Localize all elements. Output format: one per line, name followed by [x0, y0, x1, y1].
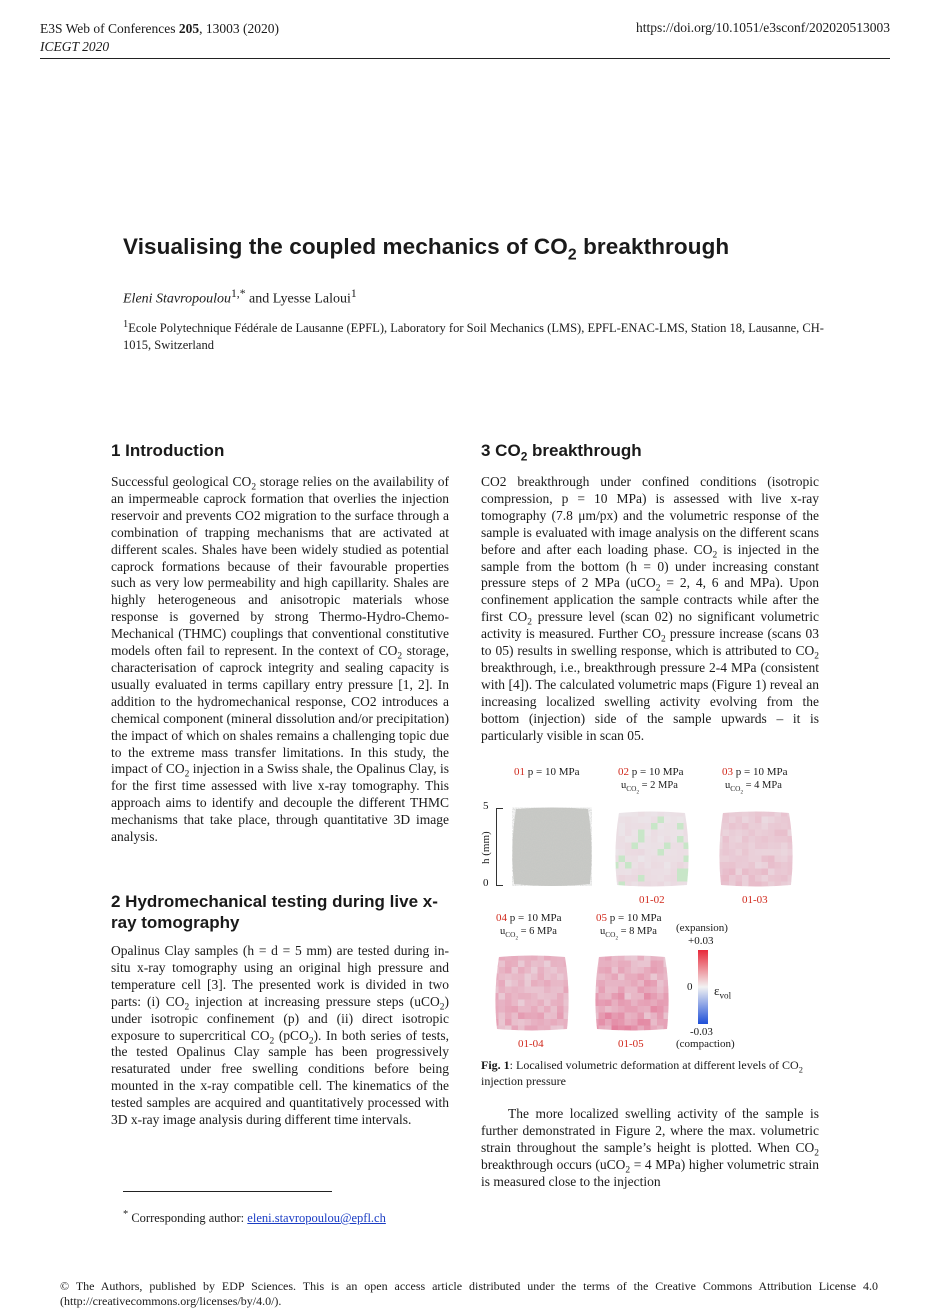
- scan-04-label: 04 p = 10 MPa: [496, 912, 562, 924]
- scan-02-label: 02 p = 10 MPa: [618, 766, 684, 778]
- colorbar: [698, 950, 708, 1024]
- h-axis-line: [496, 808, 503, 886]
- h-axis-label: h (mm): [480, 831, 492, 864]
- doi-link[interactable]: https://doi.org/10.1051/e3sconf/202020513003: [636, 20, 890, 35]
- scan-04-pressure: $u_{CO_2} = 6$ MPa: [500, 926, 557, 942]
- scan-05-pressure: $u_{CO_2} = 8$ MPa: [600, 926, 657, 942]
- colorbar-mid: 0: [687, 981, 693, 993]
- conference-name: ICEGT 2020: [40, 39, 110, 54]
- colorbar-symbol: $\varepsilon_{vol}$: [714, 983, 732, 1001]
- scan-05-id: 01-05: [618, 1038, 644, 1050]
- corresponding-author-footnote: * Corresponding author: eleni.stavropoulou@epfl.ch: [123, 1209, 386, 1226]
- hydromechanical-paragraph: Opalinus Clay samples (h = d = 5 mm) are tested during in-situ x-ray tomography using an original high pressure and temperature cell [3]. The presented work is divided in two parts: (i) $CO_2$ injection at increasing pressure steps (uCO$_2$) under isotropic confinement (p) and (ii) direct isotropic exposure to supercritical $CO_2$ (pCO$_2$). In both series of tests, the tested Opalinus Clay sample has been progressively resaturated under free swelling conditions before being mounted in the x-ray compatible cell. The kinematics of the tested samples are acquired and quantitatively processed with 3D x-ray image analysis during different time intervals.: [111, 943, 450, 1128]
- colorbar-min: -0.03: [690, 1026, 713, 1038]
- h-tick-bottom: 0: [483, 877, 489, 889]
- section-heading-co2-breakthrough: 3 $CO_2$ breakthrough: [481, 441, 642, 464]
- author-email-link[interactable]: eleni.stavropoulou@epfl.ch: [247, 1211, 386, 1226]
- paper-title: Visualising the coupled mechanics of $CO_2$ breakthrough: [123, 234, 730, 264]
- scan-04-strain-map: [492, 954, 572, 1032]
- footnote-rule: [123, 1191, 332, 1192]
- scan-01-xray-image: [508, 806, 596, 888]
- section-heading-introduction: 1 Introduction: [111, 441, 225, 460]
- journal-volume: 205: [178, 21, 200, 36]
- colorbar-bottom-label: (compaction): [676, 1038, 735, 1050]
- scan-02-id: 01-02: [639, 894, 665, 906]
- scan-05-strain-map: [592, 954, 672, 1032]
- author-2: and Lyesse Laloui: [245, 291, 351, 307]
- figure-1: [476, 762, 826, 1052]
- article-number: , 13003 (2020): [199, 21, 280, 36]
- figure-1-caption: Fig. 1: Localised volumetric deformation at different levels of $CO_2$ injection pressure: [481, 1058, 803, 1088]
- scan-03-strain-map: [716, 810, 796, 888]
- header-rule: [40, 58, 890, 59]
- colorbar-top-label: (expansion): [676, 922, 728, 934]
- license-notice: © The Authors, published by EDP Sciences. This is an open access article distributed under the terms of the Creative Commons Attribution License 4.0 (http://creativecommons.org/licenses/by/4.0/).: [60, 1279, 878, 1308]
- scan-04-id: 01-04: [518, 1038, 544, 1050]
- scan-03-id: 01-03: [742, 894, 768, 906]
- introduction-paragraph: Successful geological $CO_2$ storage relies on the availability of an impermeable caprock formation that overlies the injection reservoir and prevents CO2 migration to the surface through a combination of trapping mechanisms that are activated at different scales. Shales have been widely studied as potential caprock formations because of their favourable properties such as very low permeability and high capillarity. Shales are highly heterogeneous and anisotropic materials whose response is governed by strong Thermo-Hydro-Chemo-Mechanical (THMC) couplings that conventional constitutive models often fail to represent. In the context of $CO_2$ storage, characterisation of caprock integrity and sealing capacity is usually evaluated in terms capillary entry pressure [1, 2]. In addition to the hydromechanical response, CO2 introduces a chemical component (mineral dissolution and/or precipitation) the impact of which on shales remains a challenging topic due to the extreme mass transfer limitations. In this study, the impact of $CO_2$ injection in a Swiss shale, the Opalinus Clay, is for the first time assessed with live x-ray tomography. This approach aims to identify and decouple the different THMC mechanisms that take place, through quantitative 3D image analysis.: [111, 474, 450, 845]
- journal-name: E3S Web of Conferences: [40, 21, 176, 36]
- author-list: Eleni Stavropoulou$^{1,*}$ and Lyesse Laloui$^1$: [123, 287, 357, 307]
- figure-2-paragraph: The more localized swelling activity of the sample is further demonstrated in Figure 2, where the max. volumetric strain throughout the sample’s height is plotted. When $CO_2$ breakthrough occurs (uCO$_2$ = 4 MPa) higher volumetric strain is measured close to the injection: [481, 1106, 820, 1189]
- scan-02-strain-map: [612, 810, 692, 888]
- scan-03-pressure: $u_{CO_2} = 4$ MPa: [725, 780, 782, 796]
- running-header: [40, 20, 279, 56]
- affiliation: $^1$Ecole Polytechnique Fédérale de Lausanne (EPFL), Laboratory for Soil Mechanics (LMS), EPFL-ENAC-LMS, Station 18, Lausanne, CH-1015, Switzerland: [123, 319, 824, 353]
- scan-01-label: 01 p = 10 MPa: [514, 766, 580, 778]
- h-tick-top: 5: [483, 800, 489, 812]
- scan-03-label: 03 p = 10 MPa: [722, 766, 788, 778]
- colorbar-max: +0.03: [688, 935, 714, 947]
- section-heading-hydromechanical: 2 Hydromechanical testing during live x-ray tomography: [111, 892, 438, 932]
- author-1: Eleni Stavropoulou: [123, 291, 231, 307]
- scan-05-label: 05 p = 10 MPa: [596, 912, 662, 924]
- co2-breakthrough-paragraph: CO2 breakthrough under confined conditions (isotropic compression, p = 10 MPa) is assessed with live x-ray tomography (7.8 μm/px) and the volumetric response of the sample is evaluated with image analysis on the different scans before and after each loading phase. $CO_2$ is injected in the sample from the bottom (h = 0) under increasing constant pressure steps of 2 MPa (uCO$_2$ = 2, 4, 6 and MPa). Upon confinement application the sample contracts while after the first $CO_2$ pressure level (scan 02) no significant volumetric activity is measured. Further $CO_2$ pressure increase (scans 03 to 05) results in swelling response, which is attributed to $CO_2$ breakthrough, i.e., breakthrough pressure 2-4 MPa (consistent with [4]). The calculated volumetric maps (Figure 1) reveal an increasing localized swelling activity evolving from the bottom (injection) side of the sample upwards – it is particularly visible in scan 05.: [481, 474, 820, 743]
- scan-02-pressure: $u_{CO_2} = 2$ MPa: [621, 780, 678, 796]
